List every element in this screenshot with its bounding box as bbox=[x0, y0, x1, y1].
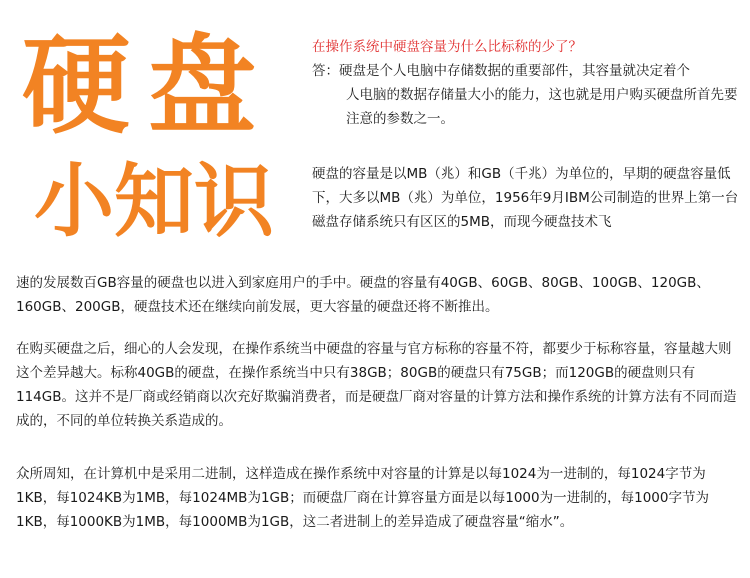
answer-line-1: 答：硬盘是个人电脑中存储数据的重要部件，其容量就决定着个 bbox=[312, 63, 690, 79]
binary-text: 众所周知，在计算机中是采用二进制，这样造成在操作系统中对容量的计算是以每1024为一进制的，每1024字节为1KB，每1024KB为1MB，每1024MB为1GB；而硬盘厂商在计算容量方面是以每1000为一进制的，每1000字节为1KB，每1000KB为1MB，每1000MB为1GB，这二者进制上的差异造成了硬盘容量“缩水”。 bbox=[16, 466, 709, 530]
capacity-text-1: 硬盘的容量是以MB（兆）和GB（千兆）为单位的，早期的硬盘容量低下，大多以MB（兆）为单位，1956年9月IBM公司制造的世界上第一台磁盘存储系统只有区区的5MB，而现今硬盘技术飞 bbox=[312, 166, 739, 230]
title-sub: 小知识 bbox=[34, 155, 274, 248]
qa-section bbox=[312, 35, 738, 131]
capacity-paragraph-part2 bbox=[16, 271, 740, 319]
title-main: 硬盘 bbox=[22, 24, 275, 149]
discrepancy-paragraph bbox=[16, 337, 742, 433]
discrepancy-text: 在购买硬盘之后，细心的人会发现，在操作系统当中硬盘的容量与官方标称的容量不符，都要少于标称容量，容量越大则这个差异越大。标称40GB的硬盘，在操作系统当中只有38GB；80GB的硬盘只有75GB；而120GB的硬盘则只有114GB。这并不是厂商或经销商以次充好欺骗消费者，而是硬盘厂商对容量的计算方法和操作系统的计算方法有不同而造成的，不同的单位转换关系造成的。 bbox=[16, 341, 737, 429]
binary-paragraph bbox=[16, 462, 742, 534]
question-text: 在操作系统中硬盘容量为什么比标称的少了？ bbox=[312, 39, 582, 55]
capacity-text-2: 速的发展数百GB容量的硬盘也以进入到家庭用户的手中。硬盘的容量有40GB、60GB、80GB、100GB、120GB、160GB、200GB，硬盘技术还在继续向前发展，更大容量的硬盘还将不断推出。 bbox=[16, 275, 710, 315]
capacity-paragraph-part1 bbox=[312, 162, 740, 234]
answer-continued: 人电脑的数据存储量大小的能力，这也就是用户购买硬盘所首先要注意的参数之一。 bbox=[346, 87, 738, 127]
